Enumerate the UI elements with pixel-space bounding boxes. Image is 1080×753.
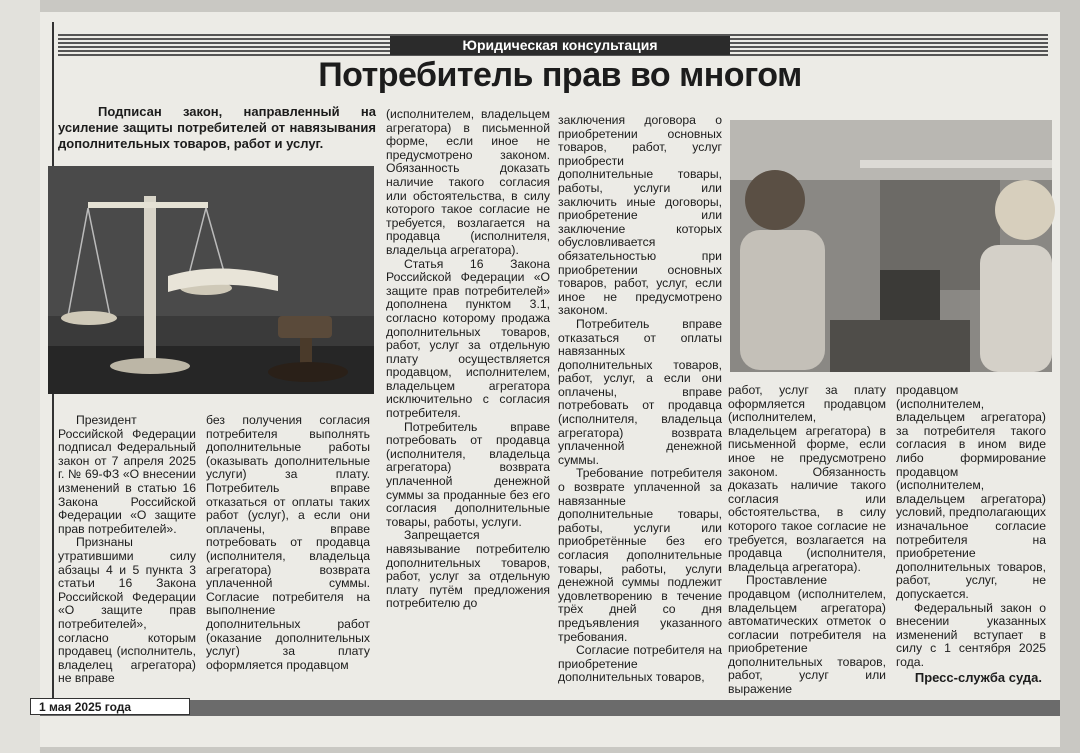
article-column-6 (896, 383, 1046, 669)
column-5-paragraph-2: Проставление продавцом (исполнителем, владельцем агрегатора) автоматических отметок о согласии потребителя на приобретение дополнительных товаров, работ, услуг или выражение (728, 573, 886, 697)
article-column-5 (728, 383, 886, 697)
column-1-paragraph-2: Признаны утратившими силу абзацы 4 и 5 пункта 3 статьи 16 Закона Российской Федерации «О защите прав потребителей», согласно которым продавец (исполнитель, владелец агрегатора) не вправе (58, 535, 196, 686)
column-3-paragraph-2: Статья 16 Закона Российской Федерации «О защите прав потребителей» дополнена пунктом 3.1, согласно которому продажа дополнительных товаров, работ, услуг за отдельную плату осуществляется продавцом, исполнителем, владельцем агрегатора исключительно с согласия потребителя. (386, 256, 550, 421)
column-3-paragraph-4: Запрещается навязывание потребителю дополнительных товаров, работ, услуг за отдельную плату путём предложения потребителю до (386, 528, 550, 611)
article-column-2 (206, 414, 370, 676)
column-6-paragraph-2: Федеральный закон о внесении указанных изменений вступает в силу с 1 сентября 2025 года. (896, 600, 1046, 669)
column-5-paragraph-1: работ, услуг за плату оформляется продавцом (исполнителем, владельцем агрегатора) в письменной форме, если иное не предусмотрено законом. Обязанность доказать наличие такого согласия или обстоятельства, в силу которого такое согласие не требуется, возлагается на продавца (исполнителя, владельца агрегатора). (728, 383, 886, 574)
article-signature: Пресс-служба суда. (914, 670, 1042, 685)
column-2-paragraph-1: без получения согласия потребителя выполнять дополнительные работы (оказывать дополнительные услуги) за плату. Потребитель вправе отказаться от оплаты таких работ (услуг), а если они оплачены, вправе потребовать от продавца (исполнителя, владельца агрегатора) возврата уплаченной суммы. Согласие потребителя на выполнение дополнительных работ (оказание дополнительных услуг) за плату оформляется продавцом (206, 413, 370, 672)
column-4-paragraph-4: Согласие потребителя на приобретение дополнительных товаров, (558, 643, 722, 685)
scales-of-justice-icon (48, 166, 374, 394)
article-column-4 (558, 113, 722, 685)
column-3-paragraph-3: Потребитель вправе потребовать от продавца (исполнителя, владельца агрегатора) возврата уплаченной денежной суммы за проданные без его согласия дополнительные товары, работы, услуги. (386, 419, 550, 529)
scales-photo (48, 166, 374, 394)
column-4-paragraph-1: заключения договора о приобретении основных товаров, работ, услуг приобрести дополнительные товары, работы, услуги или заключить иные договоры, приобретение или заключение которых обусловливается обязательностью при приобретении основных товаров, работ, услуг, если иное не предусмотрено законом. (558, 113, 722, 318)
headline: Потребитель прав во многом (318, 56, 802, 94)
lead-paragraph: Подписан закон, направленный на усиление защиты потребителей от навязывания дополнительных товаров, работ и услуг. (58, 104, 376, 151)
shopping-photo (730, 120, 1052, 372)
issue-date: 1 мая 2025 года (30, 698, 190, 715)
article-column-3 (386, 108, 550, 678)
page-margin (0, 0, 40, 753)
section-label: Юридическая консультация (390, 36, 730, 55)
article-column-1 (58, 413, 196, 686)
shopping-photo-icon (730, 120, 1052, 372)
column-3-paragraph-1: (исполнителем, владельцем агрегатора) в письменной форме, если иное не предусмотрено законом. Обязанность доказать наличие такого согласия или обстоятельства, в силу которого такое согласие не требуется, возлагается на продавца (исполнителя, владельца агрегатора). (386, 107, 550, 257)
footer-bar (40, 700, 1060, 716)
column-1-paragraph-1: Президент Российской Федерации подписал Федеральный закон от 7 апреля 2025 г. № 69-ФЗ «О внесении изменений в статью 16 Закона Российской Федерации «О защите прав потребителей». (58, 413, 196, 536)
column-4-paragraph-3: Требование потребителя о возврате уплаченной за навязанные дополнительные товары, работы, услуги или приобретённые без его согласия дополнительные товары, работы, услуги денежной суммы подлежит удовлетворению в течение трёх дней со дня предъявления указанного требования. (558, 466, 722, 644)
column-6-paragraph-1: продавцом (исполнителем, владельцем агрегатора) за потребителя такого согласия в ином виде либо формирование продавцом (исполнителем, владельцем агрегатора) условий, предполагающих изначальное согласие потребителя на приобретение дополнительных товаров, работ, услуг, не допускается. (896, 383, 1046, 601)
column-4-paragraph-2: Потребитель вправе отказаться от оплаты навязанных дополнительных товаров, работ, услуг, а если они оплачены, вправе потребовать от продавца (исполнителя, владельца агрегатора) возврата уплаченной денежной суммы. (558, 316, 722, 467)
